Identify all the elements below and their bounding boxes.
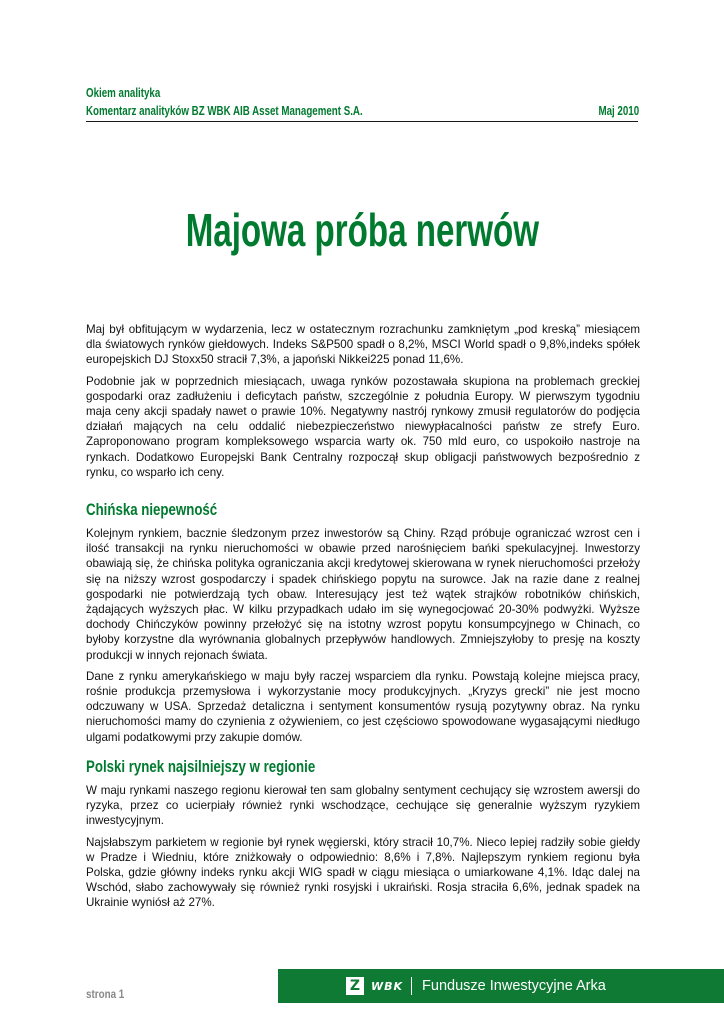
section-china [86,500,640,745]
china-paragraph-1: Kolejnym rynkiem, bacznie śledzonym przez inwestorów są Chiny. Rząd próbuje ograniczać wzrost cen i ilość transakcji na rynku nieruchomości w obawie przed narośnięciem bańki spekulacyjnej. Inwestorzy obawiają się, że chińska polityka ograniczania akcji kredytowej skierowana w rynek nieruchomości przełoży się na niższy wzrost gospodarczy i spadek chińskiego popytu na surowce. Jak na razie dane z realnej gospodarki nie potwierdzają tych obaw. Interesujący jest też wątek strajków robotników chińskich, żądających wyższych płac. W kilku przypadkach udało im się wynegocjować 20-30% podwyżki. Wyższe dochody Chińczyków powinny przełożyć się na istotny wzrost popytu konsumpcyjnego w Chinach, co byłoby korzystne dla wyrównania globalnych przepływów handlowych. Zmniejszyłoby to presję na koszty produkcji w innych rejonach świata. [86,527,640,662]
header-divider [86,121,638,122]
bank-logo-text: WBK [371,979,404,993]
china-paragraph-2: Dane z rynku amerykańskiego w maju były raczej wsparciem dla rynku. Powstają kolejne miejsca pracy, rośnie produkcja przemysłowa i wykorzystanie mocy produkcyjnych. „Kryzys grecki” nie jest mocno odczuwany w USA. Sprzedaż detaliczna i sentyment konsumentów rysują pozytywny obraz. Na rynku nieruchomości mamy do czynienia z ożywieniem, co jest częściowo spowodowane wygasającymi niedługo ulgami podatkowymi przy zakupie domów. [86,669,640,744]
section-poland [86,757,640,911]
poland-paragraph-1: W maju rynkami naszego regionu kierował ten sam globalny sentyment cechujący się wzrostem awersji do ryzyka, przez co ucierpiały również rynki wschodzące, cechujące się generalnie wyższym ryzykiem inwestycyjnym. [86,784,640,828]
logo-separator [411,977,412,995]
poland-paragraph-2: Najsłabszym parkietem w regionie był rynek węgierski, który stracił 10,7%. Nieco lepiej radziły sobie giełdy w Pradze i Wiedniu, które zniżkowały o odpowiednio: 8,6% i 7,8%. Najlepszym rynkiem regionu była Polska, gdzie główny indeks rynku akcji WIG spadł w ciągu miesiąca o umiarkowane 4,1%. Idąc dalej na Wschód, słabo zachowywały się również rynki rosyjski i ukraiński. Rosja straciła 6,6%, jednak spadek na Ukrainie wyniósł aż 27%. [86,835,640,910]
intro-paragraph-1: Maj był obfitującym w wydarzenia, lecz w ostatecznym rozrachunku zamkniętym „pod kreską” miesiącem dla światowych rynków giełdowych. Indeks S&P500 spadł o 8,2%, MSCI World spadł o 9,8%,indeks spółek europejskich DJ Stoxx50 stracił 7,3%, a japoński Nikkei225 ponad 11,6%. [86,323,640,367]
section-heading-china: Chińska niepewność [86,500,218,519]
page-number: strona 1 [86,987,125,1001]
page-title [0,203,724,257]
bank-logo-icon: Z [346,977,364,995]
report-subtitle: Komentarz analityków BZ WBK AIB Asset Management S.A. [86,104,363,118]
page-title-text: Majowa próba nerwów [185,204,539,256]
intro-section [86,322,640,480]
footer-brand-bar [278,969,724,1003]
section-heading-poland: Polski rynek najsilniejszy w regionie [86,757,316,776]
intro-paragraph-2: Podobnie jak w poprzednich miesiącach, uwaga rynków pozostawała skupiona na problemach greckiej gospodarki oraz zadłużeniu i deficytach państw, szczególnie z południa Europy. W pierwszym tygodniu maja ceny akcji spadały nawet o prawie 10%. Negatywny nastrój rynkowy zmusił regulatorów do podjęcia działań mających na celu oddalić niebezpieczeństwo niewypłacalności państw ze strefy Euro. Zaproponowano program kompleksowego wsparcia warty ok. 750 mld euro, co uspokoiło nastroje na rynkach. Dodatkowo Europejski Bank Centralny rozpoczął skup obligacji państwowych bezpośrednio z rynku, co wsparło ich ceny. [86,374,640,479]
report-series-label: Okiem analityka [86,86,161,100]
report-date: Maj 2010 [598,104,639,118]
fund-brand-name: Fundusze Inwestycyjne Arka [422,978,606,994]
